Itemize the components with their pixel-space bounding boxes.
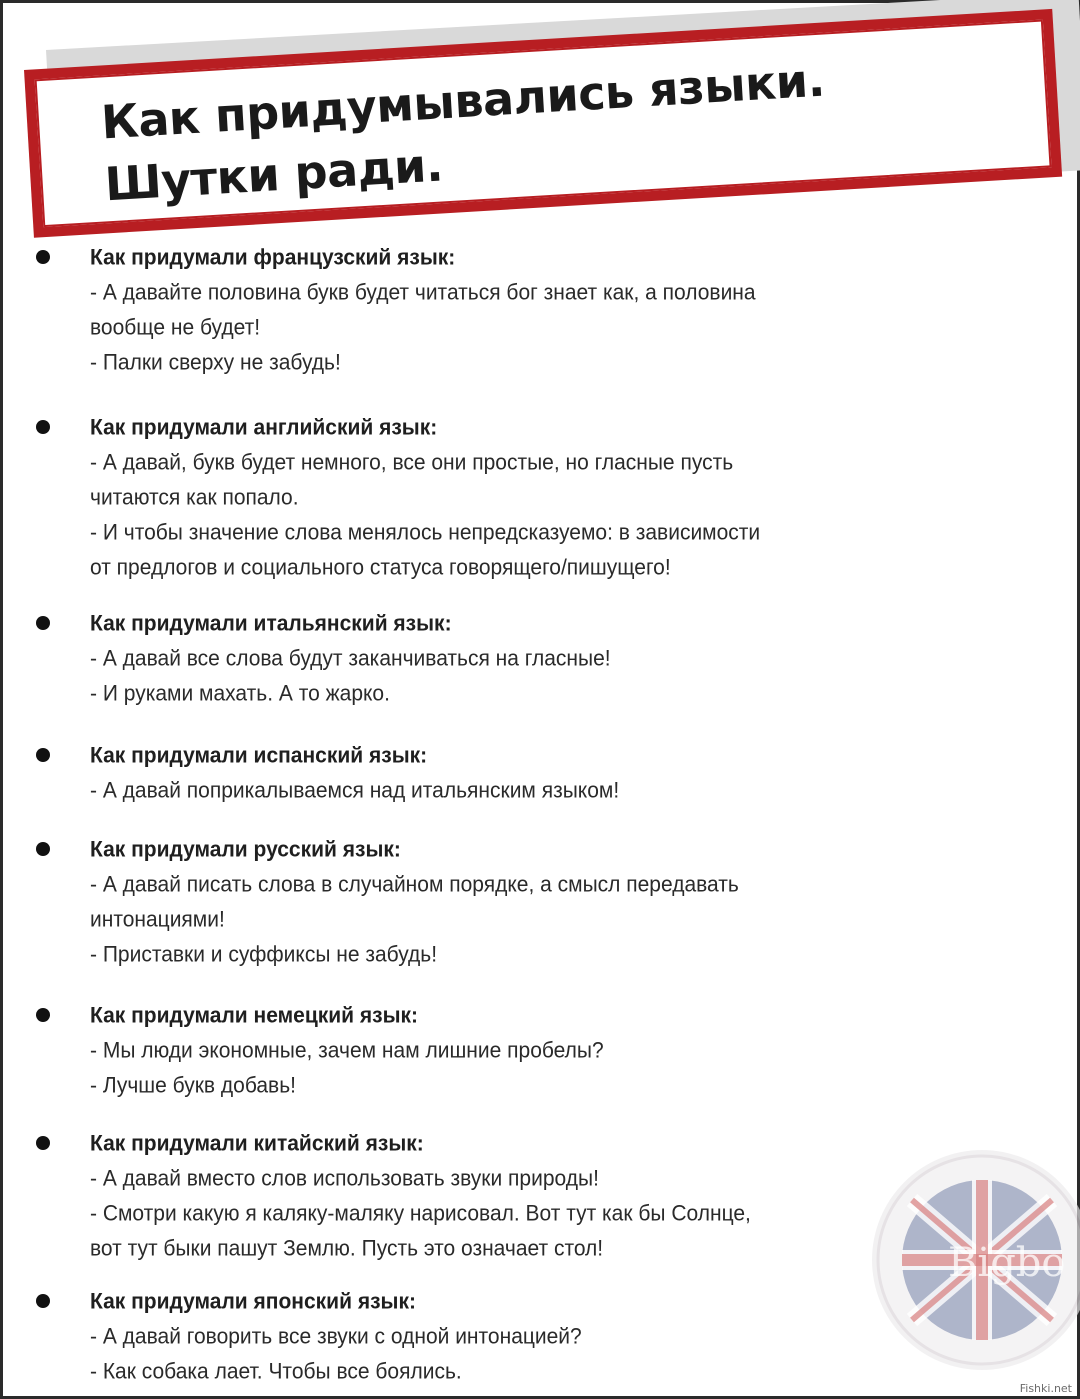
joke-heading: Как придумали испанский язык:	[90, 743, 428, 768]
joke-line: от предлогов и социального статуса говорящего/пишущего!	[90, 555, 671, 580]
joke-line: - Лучше букв добавь!	[90, 1073, 296, 1098]
joke-line: читаются как попало.	[90, 485, 299, 510]
title-line-1: Как придумывались языки.	[99, 52, 826, 150]
joke-heading: Как придумали английский язык:	[90, 415, 438, 440]
joke-line: - А давай, букв будет немного, все они простые, но гласные пусть	[90, 450, 734, 475]
bullet-icon	[36, 1294, 50, 1308]
joke-heading: Как придумали французский язык:	[90, 245, 456, 270]
joke-line: - А давай вместо слов использовать звуки природы!	[90, 1166, 599, 1191]
joke-line: - И чтобы значение слова менялось непредсказуемо: в зависимости	[90, 520, 761, 545]
joke-line: - Приставки и суффиксы не забудь!	[90, 942, 438, 967]
joke-body	[90, 1126, 1050, 1266]
bullet-icon	[36, 616, 50, 630]
joke-heading: Как придумали немецкий язык:	[90, 1003, 419, 1028]
bullet-icon	[36, 420, 50, 434]
joke-line: - И руками махать. А то жарко.	[90, 681, 390, 706]
page-title	[99, 49, 829, 216]
bullet-icon	[36, 1136, 50, 1150]
joke-body	[90, 832, 1050, 972]
joke-heading: Как придумали японский язык:	[90, 1289, 416, 1314]
joke-line: интонациями!	[90, 907, 225, 932]
joke-body	[90, 410, 1050, 585]
joke-line: - Смотри какую я каляку-маляку нарисовал. Вот тут как бы Солнце,	[90, 1201, 751, 1226]
joke-line: - Мы люди экономные, зачем нам лишние пробелы?	[90, 1038, 604, 1063]
source-credit: Fishki.net	[1019, 1382, 1072, 1395]
joke-body	[90, 1284, 1050, 1389]
joke-line: вообще не будет!	[90, 315, 261, 340]
bullet-icon	[36, 842, 50, 856]
bullet-icon	[36, 250, 50, 264]
joke-heading: Как придумали итальянский язык:	[90, 611, 452, 636]
title-line-2: Шутки ради.	[103, 137, 445, 212]
joke-line: - А давай все слова будут заканчиваться на гласные!	[90, 646, 611, 671]
joke-line: - Палки сверху не забудь!	[90, 350, 341, 375]
joke-body	[90, 998, 1050, 1103]
bullet-icon	[36, 1008, 50, 1022]
joke-body	[90, 738, 1050, 808]
joke-heading: Как придумали китайский язык:	[90, 1131, 424, 1156]
joke-line: - А давай поприкалываемся над итальянским языком!	[90, 778, 620, 803]
watermark-text: Bigbo	[948, 1240, 1066, 1286]
joke-line: - А давай писать слова в случайном порядке, а смысл передавать	[90, 872, 739, 897]
joke-body	[90, 606, 1050, 711]
joke-line: вот тут быки пашут Землю. Пусть это означает стол!	[90, 1236, 604, 1261]
joke-body	[90, 240, 1050, 380]
bullet-icon	[36, 748, 50, 762]
joke-line: - Как собака лает. Чтобы все боялись.	[90, 1359, 462, 1384]
joke-line: - А давай говорить все звуки с одной интонацией?	[90, 1324, 582, 1349]
joke-heading: Как придумали русский язык:	[90, 837, 401, 862]
joke-line: - А давайте половина букв будет читаться бог знает как, а половина	[90, 280, 756, 305]
